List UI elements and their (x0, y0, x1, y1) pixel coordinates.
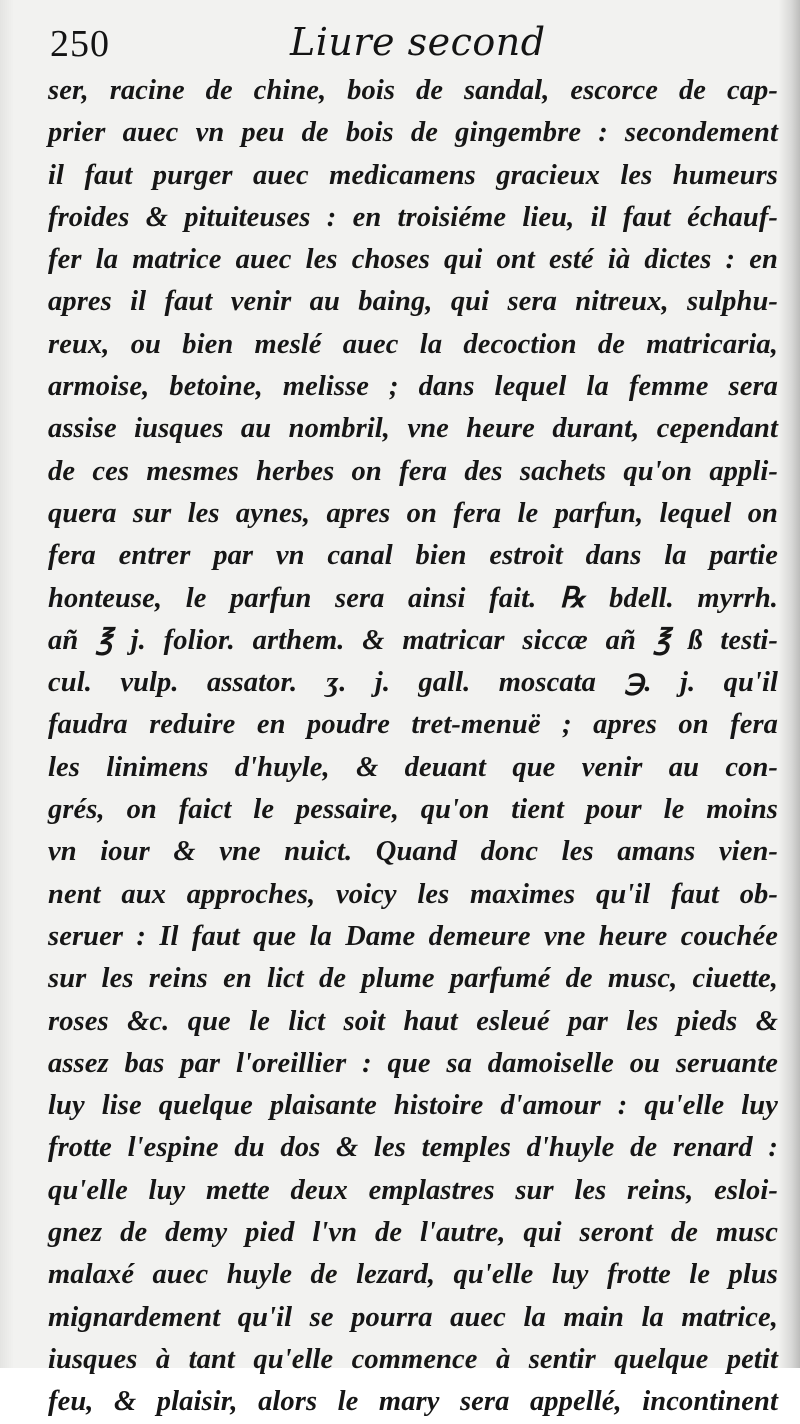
text-line: cul. vulp. assator. ʒ. j. gall. moscata ℈. j. qu'il (48, 667, 778, 699)
text-line: faudra reduire en poudre tret-menuë ; apres on fera (48, 709, 778, 741)
text-line: malaxé auec huyle de lezard, qu'elle luy frotte le plus (48, 1259, 778, 1291)
page-gutter-shading (778, 0, 800, 1368)
text-line: apres il faut venir au baing, qui sera nitreux, sulphu- (48, 286, 778, 318)
body-text (48, 70, 778, 1424)
running-title: Liure second (290, 20, 546, 64)
text-line: armoise, betoine, melisse ; dans lequel la femme sera (48, 371, 778, 403)
text-line: sur les reins en lict de plume parfumé de musc, ciuette, (48, 963, 778, 995)
text-line: nent aux approches, voicy les maximes qu'il faut ob- (48, 878, 778, 910)
text-line: añ ℥ j. folior. arthem. & matricar siccæ añ ℥ ß testi- (48, 624, 778, 656)
text-line: grés, on faict le pessaire, qu'on tient pour le moins (48, 794, 778, 826)
text-line: seruer : Il faut que la Dame demeure vne heure couchée (48, 920, 778, 952)
text-line: ser, racine de chine, bois de sandal, escorce de cap- (48, 75, 778, 106)
text-line: fer la matrice auec les choses qui ont esté ià dictes : en (48, 244, 778, 276)
text-line: prier auec vn peu de bois de gingembre : secondement (48, 117, 778, 149)
text-line: mignardement qu'il se pourra auec la main la matrice, (48, 1301, 778, 1333)
text-line: assise iusques au nombril, vne heure durant, cependant (48, 413, 778, 445)
page-left-edge-shading (0, 0, 14, 1368)
text-line: roses &c. que le lict soit haut esleué par les pieds & (48, 1005, 778, 1037)
text-line: iusques à tant qu'elle commence à sentir quelque petit (48, 1343, 778, 1375)
text-line: les linimens d'huyle, & deuant que venir au con- (48, 751, 778, 783)
text-line: feu, & plaisir, alors le mary sera appellé, incontinent (48, 1386, 778, 1418)
text-line: froides & pituiteuses : en troisiéme lieu, il faut échauf- (48, 201, 778, 233)
text-line: assez bas par l'oreillier : que sa damoiselle ou seruante (48, 1047, 778, 1079)
text-line: frotte l'espine du dos & les temples d'huyle de renard : (48, 1132, 778, 1164)
page-header (50, 12, 750, 72)
text-line: vn iour & vne nuict. Quand donc les amans vien- (48, 836, 778, 868)
page-number: 250 (50, 23, 110, 65)
text-line: fera entrer par vn canal bien estroit dans la partie (48, 540, 778, 572)
text-line: de ces mesmes herbes on fera des sachets qu'on appli- (48, 455, 778, 487)
text-line: il faut purger auec medicamens gracieux les humeurs (48, 159, 778, 191)
text-line: qu'elle luy mette deux emplastres sur les reins, esloi- (48, 1174, 778, 1206)
text-line: gnez de demy pied l'vn de l'autre, qui seront de musc (48, 1217, 778, 1249)
text-line: quera sur les aynes, apres on fera le parfun, lequel on (48, 497, 778, 529)
text-line: honteuse, le parfun sera ainsi fait. ℞ bdell. myrrh. (48, 582, 778, 614)
text-line: reux, ou bien meslé auec la decoction de matricaria, (48, 328, 778, 360)
text-line: luy lise quelque plaisante histoire d'amour : qu'elle luy (48, 1090, 778, 1122)
